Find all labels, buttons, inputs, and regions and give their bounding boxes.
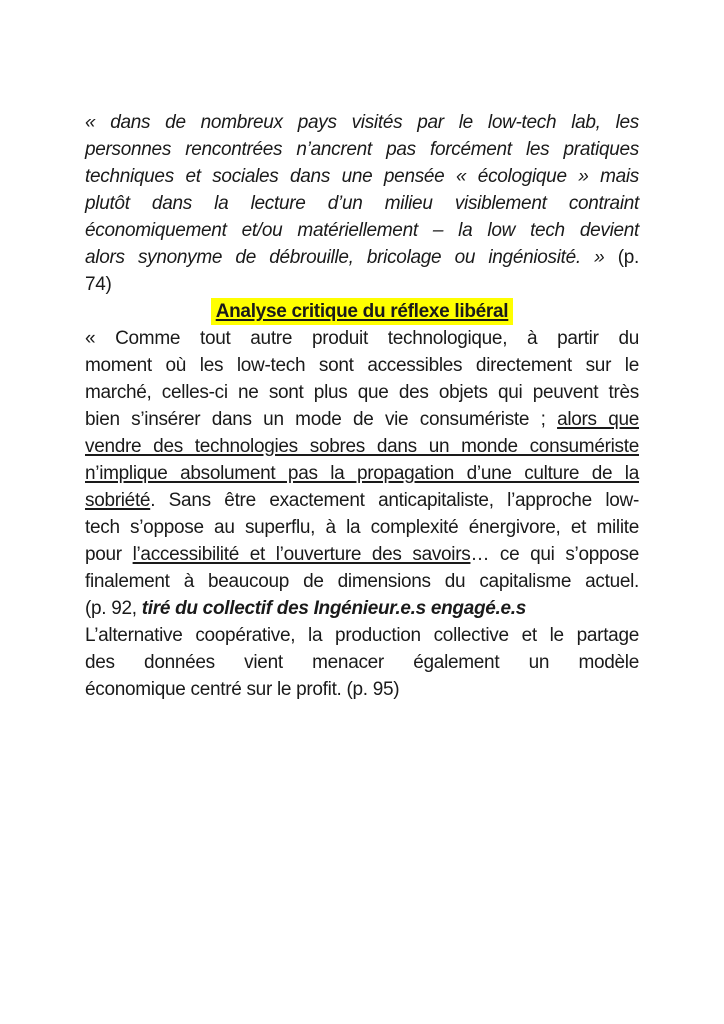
text-line [85, 406, 639, 433]
text-line [85, 298, 639, 325]
text-run: tiré du collectif des Ingénieur.e.s engagé.e.s [141, 598, 527, 619]
text-line [85, 622, 639, 649]
text-run: techniques et sociales dans une pensée « écologique » mais [85, 166, 639, 187]
text-run: n’implique absolument pas la propagation d’une culture de la [85, 463, 639, 484]
text-line [85, 595, 639, 622]
text-run: … ce qui s’oppose [470, 544, 640, 565]
text-run: économiquement et/ou matériellement – la low tech devient [85, 220, 639, 241]
document-content [85, 109, 639, 703]
text-line [85, 190, 639, 217]
text-line [85, 379, 639, 406]
text-line [85, 460, 639, 487]
text-run: « Comme tout autre produit technologique, à partir du [85, 328, 639, 349]
text-run: marché, celles-ci ne sont plus que des objets qui peuvent très [85, 382, 639, 403]
section-heading-highlight: Analyse critique du réflexe libéral [211, 298, 514, 325]
text-line [85, 487, 639, 514]
text-run: « dans de nombreux pays visités par le low-tech lab, les [85, 112, 639, 133]
text-run: économique centré sur le profit. (p. 95) [85, 679, 400, 700]
text-line [85, 244, 639, 271]
text-run: des données vient menacer également un modèle [85, 652, 639, 673]
text-line [85, 568, 639, 595]
text-run: (p. 92, [85, 598, 142, 619]
text-run: . Sans être exactement anticapitaliste, l’approche low- [150, 490, 639, 511]
text-line [85, 433, 639, 460]
text-run: l’accessibilité et l’ouverture des savoirs [132, 544, 471, 565]
text-run: tech s’oppose au superflu, à la complexité énergivore, et milite [85, 517, 639, 538]
text-line [85, 541, 639, 568]
text-run: alors que [557, 409, 639, 430]
text-run: finalement à beaucoup de dimensions du capitalisme actuel. [85, 571, 639, 592]
text-line [85, 325, 639, 352]
quote-low-tech-lab [85, 109, 639, 298]
text-run: sobriété [85, 490, 151, 511]
body-alternative-cooperative [85, 622, 639, 703]
text-run: plutôt dans la lecture d’un milieu visiblement contraint [85, 193, 639, 214]
text-line [85, 514, 639, 541]
text-run: moment où les low-tech sont accessibles directement sur le [85, 355, 639, 376]
text-run: (p. [617, 247, 639, 268]
section-heading-analyse-critique [85, 298, 639, 325]
text-line [85, 649, 639, 676]
body-critique-liberal [85, 325, 639, 622]
text-line [85, 136, 639, 163]
text-line [85, 271, 639, 298]
text-run: 74) [85, 274, 112, 295]
text-run: personnes rencontrées n’ancrent pas forcément les pratiques [85, 139, 639, 160]
text-line [85, 109, 639, 136]
text-run: pour [85, 544, 133, 565]
text-run: L’alternative coopérative, la production collective et le partage [85, 625, 639, 646]
text-line [85, 352, 639, 379]
text-run: vendre des technologies sobres dans un monde consumériste [85, 436, 639, 457]
text-line [85, 163, 639, 190]
text-line [85, 676, 639, 703]
text-line [85, 217, 639, 244]
text-run: bien s’insérer dans un mode de vie consumériste ; [85, 409, 558, 430]
text-run: alors synonyme de débrouille, bricolage ou ingéniosité. » [85, 247, 618, 268]
